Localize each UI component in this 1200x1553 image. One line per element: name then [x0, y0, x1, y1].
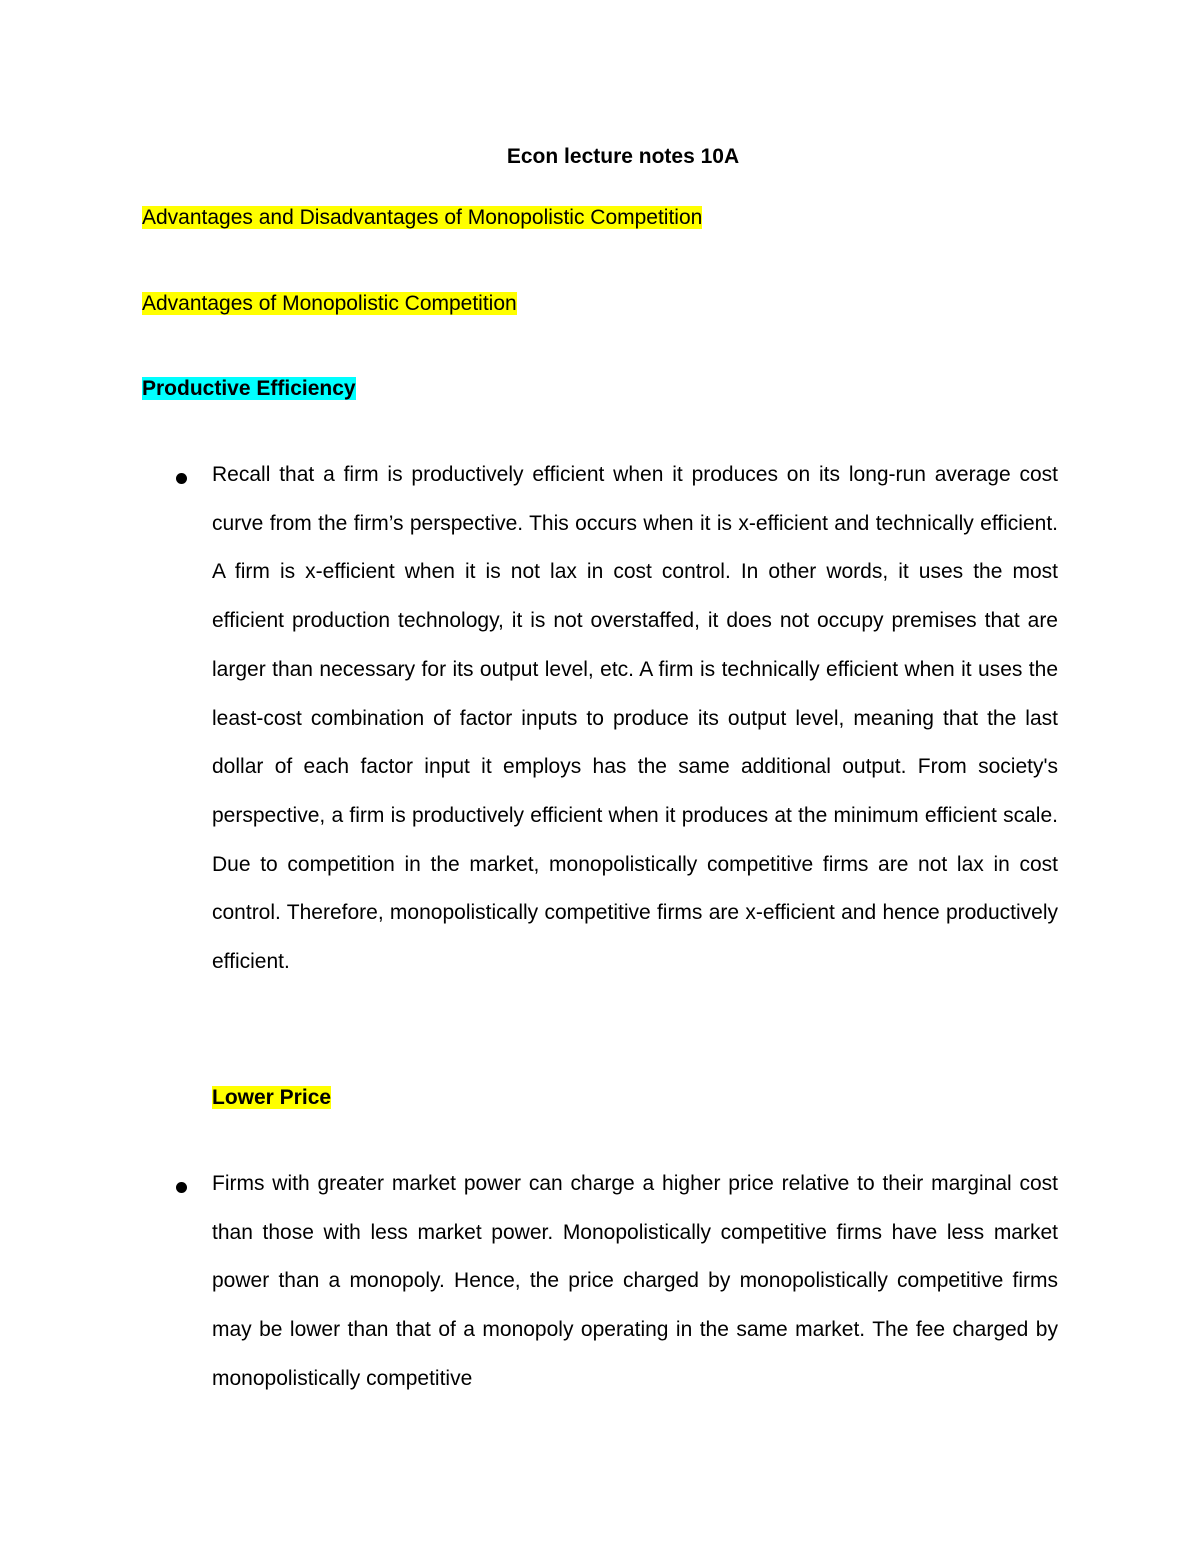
section-heading-productive-efficiency [142, 375, 356, 403]
bullet-point-icon [176, 473, 187, 484]
document-title: Econ lecture notes 10A [506, 145, 740, 168]
section-heading-text: Lower Price [212, 1086, 332, 1109]
advantages-heading [142, 290, 517, 318]
section-heading-text: Productive Efficiency [142, 377, 356, 400]
bullet-paragraph-productive-efficiency: Recall that a firm is productively efficient when it produces on its long-run average cost curve from the firm’s perspective. This occurs when it is x-efficient and technically efficient. A firm is x-efficient when it is not lax in cost control. In other words, it uses the most efficient production technology, it is not overstaffed, it does not occupy premises that are larger than necessary for its output level, etc. A firm is technically efficient when it uses the least-cost combination of factor inputs to produce its output level, meaning that the last dollar of each factor input it employs has the same additional output. From society's perspective, a firm is productively efficient when it produces at the minimum efficient scale. Due to competition in the market, monopolistically competitive firms are not lax in cost control. Therefore, monopolistically competitive firms are x-efficient and hence productively efficient. [212, 463, 1058, 974]
bullet-paragraph-lower-price: Firms with greater market power can charge a higher price relative to their marginal cost than those with less market power. Monopolistically competitive firms have less market power than a monopoly. Hence, the price charged by monopolistically competitive firms may be lower than that of a monopoly operating in the same market. The fee charged by monopolistically competitive [212, 1172, 1058, 1390]
bullet-point-icon [176, 1182, 187, 1193]
main-heading-text: Advantages and Disadvantages of Monopolistic Competition [142, 206, 703, 229]
advantages-heading-text: Advantages of Monopolistic Competition [142, 292, 517, 315]
main-heading [142, 204, 702, 232]
section-heading-lower-price [212, 1084, 331, 1112]
